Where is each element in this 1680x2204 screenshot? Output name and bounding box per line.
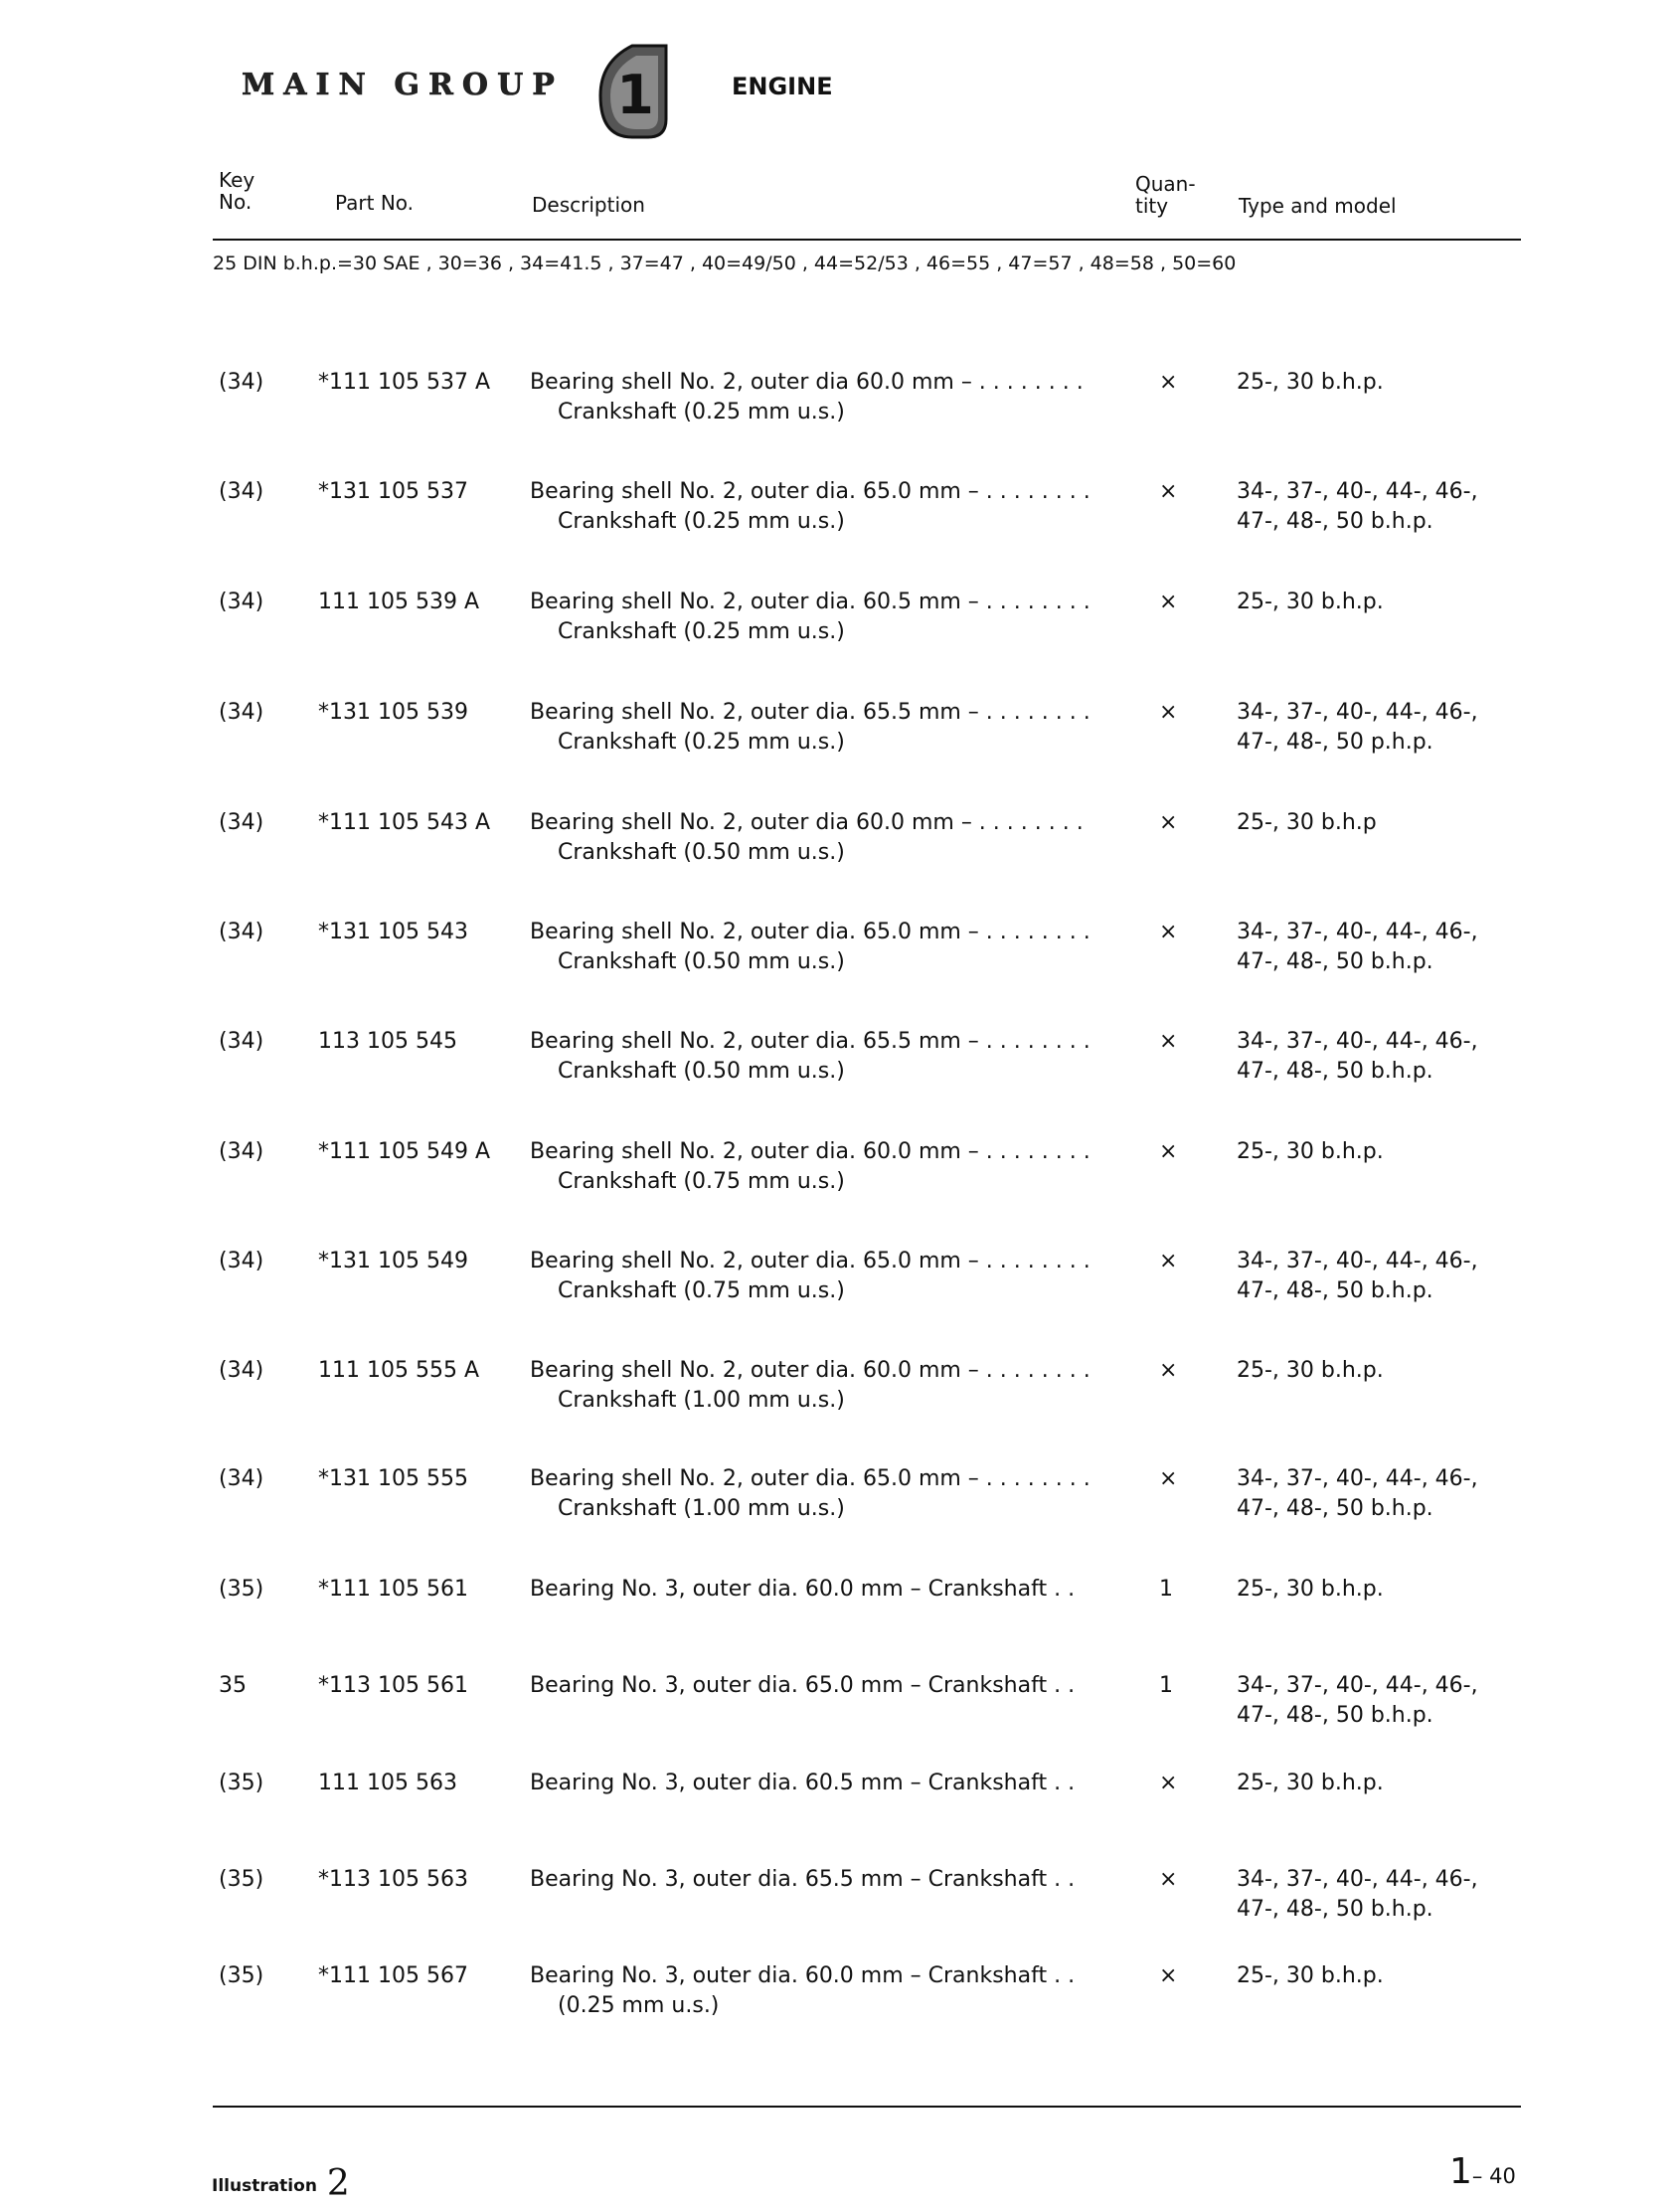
description: [530, 1671, 1075, 1701]
table-row: [0, 1137, 1680, 1217]
type-model: [1237, 1464, 1478, 1524]
col-key-header: [219, 169, 254, 213]
description: [530, 918, 1091, 977]
part-number: [318, 588, 479, 617]
header-rule: [213, 239, 1521, 241]
key-number: [219, 1865, 263, 1895]
key-number-text: (34): [219, 700, 264, 725]
table-row: [0, 698, 1680, 777]
type-model-line1: 25-, 30 b.h.p.: [1237, 1358, 1384, 1383]
description-line1: Bearing shell No. 2, outer dia. 65.0 mm – . . . . . . . .: [530, 1249, 1091, 1273]
type-model-line2: 47-, 48-, 50 p.h.p.: [1237, 730, 1433, 755]
type-model-line1: 34-, 37-, 40-, 44-, 46-,: [1237, 920, 1478, 944]
description-line1: Bearing shell No. 2, outer dia. 60.0 mm – . . . . . . . .: [530, 1358, 1091, 1383]
page-major: 1: [1449, 2151, 1472, 2192]
description-line2: Crankshaft (0.25 mm u.s.): [558, 400, 845, 424]
col-key-line1: Key: [219, 168, 255, 192]
key-number-text: (34): [219, 1029, 264, 1054]
quantity-text: ×: [1159, 1963, 1178, 1988]
quantity: [1159, 477, 1177, 507]
key-number: [219, 1247, 263, 1276]
key-number-text: (34): [219, 370, 264, 395]
col-qty-line2: tity: [1135, 194, 1169, 218]
type-model-line2: 47-, 48-, 50 b.h.p.: [1237, 1703, 1433, 1728]
part-number-text: *111 105 543 A: [318, 810, 491, 835]
part-number: [318, 1464, 468, 1494]
key-number-text: (34): [219, 1249, 264, 1273]
col-description-header: Description: [532, 193, 645, 217]
part-number-text: 111 105 555 A: [318, 1358, 480, 1383]
part-number-text: 111 105 563: [318, 1771, 457, 1795]
key-number: [219, 1769, 263, 1798]
quantity: [1159, 1575, 1173, 1605]
quantity-text: ×: [1159, 1867, 1178, 1892]
type-model: [1237, 1671, 1478, 1731]
part-number-text: *111 105 549 A: [318, 1139, 491, 1164]
description-line1: Bearing shell No. 2, outer dia 60.0 mm – . . . . . . . .: [530, 810, 1084, 835]
description: [530, 698, 1091, 758]
description-line1: Bearing shell No. 2, outer dia 60.0 mm – . . . . . . . .: [530, 370, 1084, 395]
part-number: [318, 1865, 468, 1895]
key-number-text: (34): [219, 1358, 264, 1383]
key-number: [219, 1671, 247, 1701]
table-row: [0, 918, 1680, 997]
type-model: [1237, 1027, 1478, 1087]
quantity: [1159, 1027, 1177, 1057]
part-number: [318, 1961, 468, 1991]
description-line1: Bearing No. 3, outer dia. 60.5 mm – Crankshaft . .: [530, 1771, 1076, 1795]
part-number-text: *131 105 537: [318, 479, 468, 504]
description: [530, 1769, 1075, 1798]
col-part-header: Part No.: [335, 191, 415, 215]
description-line2: Crankshaft (0.50 mm u.s.): [558, 949, 845, 974]
description-line1: Bearing shell No. 2, outer dia. 65.5 mm – . . . . . . . .: [530, 700, 1091, 725]
key-number-text: (34): [219, 810, 264, 835]
key-number-text: (34): [219, 920, 264, 944]
part-number: [318, 698, 468, 728]
part-number-text: 111 105 539 A: [318, 590, 480, 614]
key-number: [219, 368, 263, 398]
quantity: [1159, 1356, 1177, 1386]
part-number-text: *111 105 567: [318, 1963, 468, 1988]
description-line1: Bearing No. 3, outer dia. 60.0 mm – Crankshaft . .: [530, 1577, 1076, 1602]
part-number: [318, 1247, 468, 1276]
illustration-number: 2: [326, 2163, 350, 2204]
quantity-text: ×: [1159, 1139, 1178, 1164]
quantity: [1159, 1769, 1177, 1798]
description-line1: Bearing No. 3, outer dia. 65.0 mm – Crankshaft . .: [530, 1673, 1076, 1698]
key-number: [219, 1575, 263, 1605]
group-badge-icon: [592, 42, 674, 141]
table-row: [0, 1961, 1680, 2041]
key-number: [219, 918, 263, 947]
description-line2: (0.25 mm u.s.): [558, 1993, 720, 2018]
page-minor: – 40: [1471, 2164, 1516, 2188]
description-line2: Crankshaft (0.50 mm u.s.): [558, 840, 845, 865]
quantity: [1159, 1671, 1173, 1701]
footer-rule: [213, 2106, 1521, 2108]
type-model-line1: 25-, 30 b.h.p.: [1237, 1139, 1384, 1164]
description-line1: Bearing shell No. 2, outer dia. 65.0 mm – . . . . . . . .: [530, 1466, 1091, 1491]
part-number-text: *113 105 561: [318, 1673, 468, 1698]
quantity: [1159, 1247, 1177, 1276]
type-model-line1: 25-, 30 b.h.p.: [1237, 590, 1384, 614]
page-number: [1449, 2151, 1516, 2192]
hp-conversion-note: 25 DIN b.h.p.=30 SAE , 30=36 , 34=41.5 , 37=47 , 40=49/50 , 44=52/53 , 46=55 , 47=57 , 48=58 , 50=60: [213, 253, 1237, 274]
table-row: [0, 1027, 1680, 1106]
quantity: [1159, 698, 1177, 728]
type-model-line1: 34-, 37-, 40-, 44-, 46-,: [1237, 1249, 1478, 1273]
table-row: [0, 477, 1680, 557]
type-model-line1: 34-, 37-, 40-, 44-, 46-,: [1237, 1867, 1478, 1892]
table-row: [0, 368, 1680, 447]
description-line2: Crankshaft (0.25 mm u.s.): [558, 509, 845, 534]
key-number: [219, 588, 263, 617]
description-line1: Bearing shell No. 2, outer dia. 65.0 mm – . . . . . . . .: [530, 920, 1091, 944]
part-number: [318, 1671, 468, 1701]
part-number-text: *131 105 549: [318, 1249, 468, 1273]
quantity-text: 1: [1159, 1673, 1173, 1698]
quantity: [1159, 1464, 1177, 1494]
description-line1: Bearing shell No. 2, outer dia. 65.0 mm – . . . . . . . .: [530, 479, 1091, 504]
description-line2: Crankshaft (1.00 mm u.s.): [558, 1388, 845, 1413]
type-model-line2: 47-, 48-, 50 b.h.p.: [1237, 1059, 1433, 1084]
part-number-text: *131 105 543: [318, 920, 468, 944]
table-row: [0, 1464, 1680, 1544]
type-model-line2: 47-, 48-, 50 b.h.p.: [1237, 1278, 1433, 1303]
description: [530, 477, 1091, 537]
part-number-text: *111 105 561: [318, 1577, 468, 1602]
description: [530, 1137, 1091, 1197]
quantity-text: ×: [1159, 479, 1178, 504]
type-model-line1: 34-, 37-, 40-, 44-, 46-,: [1237, 1673, 1478, 1698]
key-number: [219, 1027, 263, 1057]
type-model: [1237, 698, 1478, 758]
key-number-text: (35): [219, 1577, 264, 1602]
quantity-text: ×: [1159, 1358, 1178, 1383]
part-number-text: 113 105 545: [318, 1029, 457, 1054]
key-number-text: (34): [219, 590, 264, 614]
part-number: [318, 918, 468, 947]
type-model-line1: 25-, 30 b.h.p: [1237, 810, 1377, 835]
type-model: [1237, 1575, 1384, 1605]
type-model: [1237, 368, 1384, 398]
type-model: [1237, 1137, 1384, 1167]
part-number: [318, 1356, 479, 1386]
description: [530, 1865, 1075, 1895]
table-row: [0, 1865, 1680, 1945]
quantity-text: ×: [1159, 590, 1178, 614]
key-number: [219, 1356, 263, 1386]
quantity: [1159, 368, 1177, 398]
description-line2: Crankshaft (0.75 mm u.s.): [558, 1278, 845, 1303]
type-model-line1: 25-, 30 b.h.p.: [1237, 1963, 1384, 1988]
description: [530, 368, 1084, 427]
quantity: [1159, 588, 1177, 617]
key-number: [219, 1137, 263, 1167]
key-number: [219, 808, 263, 838]
type-model-line1: 25-, 30 b.h.p.: [1237, 1771, 1384, 1795]
quantity-text: ×: [1159, 700, 1178, 725]
table-row: [0, 1247, 1680, 1326]
type-model-line1: 34-, 37-, 40-, 44-, 46-,: [1237, 479, 1478, 504]
quantity-text: ×: [1159, 1249, 1178, 1273]
description-line2: Crankshaft (0.25 mm u.s.): [558, 730, 845, 755]
type-model: [1237, 1961, 1384, 1991]
type-model: [1237, 1865, 1478, 1925]
quantity-text: ×: [1159, 1771, 1178, 1795]
quantity-text: ×: [1159, 1466, 1178, 1491]
type-model-line1: 34-, 37-, 40-, 44-, 46-,: [1237, 1029, 1478, 1054]
description: [530, 1961, 1075, 2021]
type-model: [1237, 1247, 1478, 1306]
description: [530, 808, 1084, 868]
part-number: [318, 1575, 468, 1605]
type-model: [1237, 918, 1478, 977]
quantity-text: ×: [1159, 370, 1178, 395]
type-model-line1: 25-, 30 b.h.p.: [1237, 1577, 1384, 1602]
type-model: [1237, 1769, 1384, 1798]
table-row: [0, 1769, 1680, 1848]
quantity-text: ×: [1159, 1029, 1178, 1054]
quantity-text: ×: [1159, 920, 1178, 944]
key-number-text: (34): [219, 479, 264, 504]
col-quantity-header: [1135, 173, 1196, 217]
part-number: [318, 808, 490, 838]
part-number: [318, 1027, 457, 1057]
part-number: [318, 1769, 457, 1798]
description-line1: Bearing shell No. 2, outer dia. 60.5 mm – . . . . . . . .: [530, 590, 1091, 614]
key-number: [219, 1464, 263, 1494]
table-row: [0, 1671, 1680, 1751]
type-model-line1: 25-, 30 b.h.p.: [1237, 370, 1384, 395]
table-row: [0, 1575, 1680, 1654]
key-number-text: (34): [219, 1139, 264, 1164]
col-qty-line1: Quan-: [1135, 172, 1196, 196]
col-type-header: Type and model: [1239, 194, 1397, 218]
key-number-text: 35: [219, 1673, 247, 1698]
description: [530, 1575, 1075, 1605]
description: [530, 1027, 1091, 1087]
table-row: [0, 588, 1680, 667]
type-model-line2: 47-, 48-, 50 b.h.p.: [1237, 509, 1433, 534]
description-line1: Bearing No. 3, outer dia. 60.0 mm – Crankshaft . .: [530, 1963, 1076, 1988]
key-number-text: (35): [219, 1771, 264, 1795]
description-line2: Crankshaft (0.25 mm u.s.): [558, 619, 845, 644]
quantity: [1159, 1865, 1177, 1895]
quantity-text: 1: [1159, 1577, 1173, 1602]
type-model-line2: 47-, 48-, 50 b.h.p.: [1237, 1496, 1433, 1521]
quantity: [1159, 808, 1177, 838]
part-number-text: *131 105 555: [318, 1466, 468, 1491]
description-line2: Crankshaft (0.50 mm u.s.): [558, 1059, 845, 1084]
section-title: ENGINE: [732, 73, 833, 100]
part-number: [318, 1137, 490, 1167]
type-model: [1237, 477, 1478, 537]
part-number: [318, 477, 468, 507]
quantity-text: ×: [1159, 810, 1178, 835]
key-number: [219, 1961, 263, 1991]
col-key-line2: No.: [219, 190, 252, 214]
key-number-text: (35): [219, 1963, 264, 1988]
quantity: [1159, 1961, 1177, 1991]
description-line1: Bearing shell No. 2, outer dia. 65.5 mm – . . . . . . . .: [530, 1029, 1091, 1054]
description: [530, 1247, 1091, 1306]
description-line1: Bearing shell No. 2, outer dia. 60.0 mm – . . . . . . . .: [530, 1139, 1091, 1164]
key-number: [219, 698, 263, 728]
description-line2: Crankshaft (1.00 mm u.s.): [558, 1496, 845, 1521]
type-model: [1237, 808, 1377, 838]
key-number: [219, 477, 263, 507]
description: [530, 1356, 1091, 1416]
type-model-line2: 47-, 48-, 50 b.h.p.: [1237, 949, 1433, 974]
type-model-line1: 34-, 37-, 40-, 44-, 46-,: [1237, 700, 1478, 725]
key-number-text: (34): [219, 1466, 264, 1491]
part-number-text: *131 105 539: [318, 700, 468, 725]
table-row: [0, 808, 1680, 888]
description-line1: Bearing No. 3, outer dia. 65.5 mm – Crankshaft . .: [530, 1867, 1076, 1892]
description: [530, 1464, 1091, 1524]
type-model-line1: 34-, 37-, 40-, 44-, 46-,: [1237, 1466, 1478, 1491]
illustration-label: [212, 2163, 350, 2204]
type-model: [1237, 1356, 1384, 1386]
part-number-text: *113 105 563: [318, 1867, 468, 1892]
table-row: [0, 1356, 1680, 1436]
part-number: [318, 368, 490, 398]
main-group-title: MAIN GROUP: [242, 68, 564, 102]
group-number: 1: [616, 64, 654, 126]
quantity: [1159, 918, 1177, 947]
illustration-text: Illustration: [212, 2176, 317, 2196]
key-number-text: (35): [219, 1867, 264, 1892]
description: [530, 588, 1091, 647]
quantity: [1159, 1137, 1177, 1167]
description-line2: Crankshaft (0.75 mm u.s.): [558, 1169, 845, 1194]
part-number-text: *111 105 537 A: [318, 370, 491, 395]
type-model: [1237, 588, 1384, 617]
type-model-line2: 47-, 48-, 50 b.h.p.: [1237, 1897, 1433, 1922]
